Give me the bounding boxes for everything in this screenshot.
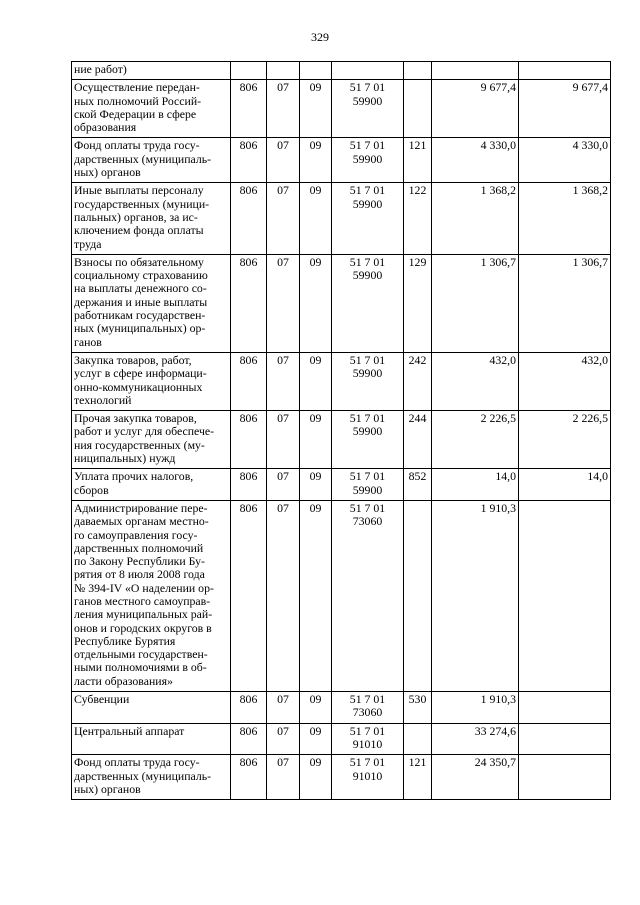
cell-text: 121 <box>408 138 427 153</box>
cell-text: 07 <box>277 500 289 515</box>
cell-pr <box>300 469 332 501</box>
cell-sum2 <box>519 692 611 724</box>
cell-line: технологий <box>74 392 132 407</box>
cell-text: 07 <box>277 352 289 367</box>
cell-name <box>72 411 231 469</box>
cell-sum1 <box>432 254 519 352</box>
cell-line: 73060 <box>352 705 383 720</box>
cell-vr <box>404 723 432 755</box>
cell-line: ния государственных (му- <box>74 437 205 452</box>
cell-line: Фонд оплаты труда госу- <box>74 755 200 770</box>
cell-text: 07 <box>277 138 289 153</box>
cell-sum1 <box>432 411 519 469</box>
cell-sum2 <box>519 254 611 352</box>
cell-text: 806 <box>239 80 258 95</box>
cell-line: работникам государствен- <box>74 308 206 323</box>
cell-sum2 <box>519 723 611 755</box>
cell-text: 07 <box>277 254 289 269</box>
cell-name <box>72 138 231 183</box>
cell-sum1 <box>432 469 519 501</box>
cell-sum1 <box>432 138 519 183</box>
cell-csr <box>332 755 404 800</box>
cell-vr <box>404 62 432 80</box>
cell-line: ниципальных) нужд <box>74 451 176 466</box>
table-row <box>72 411 611 469</box>
cell-rz <box>267 80 300 138</box>
cell-line: социальному страхованию <box>74 268 208 283</box>
cell-text: 806 <box>239 723 258 738</box>
table-row <box>72 755 611 800</box>
cell-sum1 <box>432 500 519 691</box>
cell-line: 51 7 01 <box>349 183 386 198</box>
cell-vr <box>404 500 432 691</box>
cell-line: держания и иные выплаты <box>74 294 208 309</box>
cell-csr <box>332 62 404 80</box>
cell-text: 806 <box>239 692 258 707</box>
cell-csr <box>332 469 404 501</box>
cell-line: ганов <box>74 334 102 349</box>
cell-text: 09 <box>309 500 322 515</box>
cell-text: 432,0 <box>581 352 608 367</box>
cell-line: онов и городских округов в <box>74 620 212 635</box>
cell-text: 33 274,6 <box>474 723 516 738</box>
cell-sum1 <box>432 352 519 410</box>
cell-text: 09 <box>309 411 322 426</box>
cell-sum1 <box>432 755 519 800</box>
cell-line: Закупка товаров, работ, <box>74 352 192 367</box>
cell-text: 852 <box>408 469 427 484</box>
cell-line: Фонд оплаты труда госу- <box>74 138 200 153</box>
cell-pr <box>300 183 332 254</box>
cell-line: ключением фонда оплаты <box>74 223 204 238</box>
cell-line: 59900 <box>352 424 383 439</box>
cell-text: 1 910,3 <box>480 500 516 515</box>
cell-rz <box>267 254 300 352</box>
cell-vr <box>404 411 432 469</box>
cell-csr <box>332 254 404 352</box>
cell-line: ласти образования» <box>74 673 173 688</box>
cell-line: ганов местного самоуправ- <box>74 593 211 608</box>
cell-pr <box>300 138 332 183</box>
cell-name <box>72 183 231 254</box>
cell-text: 09 <box>309 80 322 95</box>
cell-sum2 <box>519 469 611 501</box>
cell-name <box>72 500 231 691</box>
cell-text: 09 <box>309 755 322 770</box>
cell-name <box>72 254 231 352</box>
cell-sum2 <box>519 411 611 469</box>
cell-text: 24 350,7 <box>474 755 516 770</box>
cell-text: 2 226,5 <box>480 411 516 426</box>
cell-csr <box>332 138 404 183</box>
cell-pr <box>300 723 332 755</box>
table-row <box>72 80 611 138</box>
cell-rz <box>267 500 300 691</box>
cell-text: 9 677,4 <box>480 80 516 95</box>
cell-line: 59900 <box>352 196 383 211</box>
cell-gr <box>231 500 267 691</box>
cell-rz <box>267 138 300 183</box>
cell-line: Взносы по обязательному <box>74 254 204 269</box>
cell-text: 242 <box>408 352 427 367</box>
cell-sum1 <box>432 692 519 724</box>
cell-line: ние работ) <box>74 62 127 76</box>
cell-rz <box>267 62 300 80</box>
cell-csr <box>332 500 404 691</box>
cell-sum2 <box>519 62 611 80</box>
cell-text: 530 <box>408 692 427 707</box>
cell-line: 59900 <box>352 93 383 108</box>
cell-vr <box>404 755 432 800</box>
cell-line: 59900 <box>352 482 383 497</box>
cell-pr <box>300 80 332 138</box>
cell-rz <box>267 723 300 755</box>
cell-rz <box>267 755 300 800</box>
cell-line: дарственных (муниципаль- <box>74 768 212 783</box>
cell-vr <box>404 138 432 183</box>
cell-sum2 <box>519 138 611 183</box>
cell-line: 51 7 01 <box>349 500 386 515</box>
cell-line: образования <box>74 120 137 135</box>
cell-text: 09 <box>309 183 322 198</box>
cell-line: онно-коммуникационных <box>74 379 203 394</box>
table-row <box>72 138 611 183</box>
page-number: 329 <box>311 30 329 44</box>
cell-text: 1 368,2 <box>480 183 516 198</box>
cell-text: 07 <box>277 411 289 426</box>
cell-line: Уплата прочих налогов, <box>74 469 194 484</box>
cell-gr <box>231 723 267 755</box>
cell-name <box>72 80 231 138</box>
table-row <box>72 469 611 501</box>
cell-text: 806 <box>239 755 258 770</box>
cell-gr <box>231 352 267 410</box>
cell-text: 09 <box>309 469 322 484</box>
cell-text: 09 <box>309 254 322 269</box>
cell-line: Осуществление передан- <box>74 80 200 95</box>
cell-text: 14,0 <box>495 469 516 484</box>
cell-name <box>72 755 231 800</box>
cell-line: 51 7 01 <box>349 755 386 770</box>
cell-pr <box>300 352 332 410</box>
cell-text: 1 910,3 <box>480 692 516 707</box>
cell-sum2 <box>519 755 611 800</box>
cell-name <box>72 723 231 755</box>
cell-line: ными полномочиями в об- <box>74 660 207 675</box>
table-row <box>72 500 611 691</box>
cell-sum1 <box>432 723 519 755</box>
cell-line: Центральный аппарат <box>74 723 185 738</box>
cell-line: № 394-IV «О наделении ор- <box>74 580 214 595</box>
cell-text: 09 <box>309 692 322 707</box>
cell-vr <box>404 692 432 724</box>
cell-text: 806 <box>239 411 258 426</box>
cell-gr <box>231 254 267 352</box>
cell-text: 07 <box>277 755 289 770</box>
cell-vr <box>404 352 432 410</box>
cell-vr <box>404 469 432 501</box>
table-row <box>72 723 611 755</box>
cell-gr <box>231 138 267 183</box>
cell-text: 806 <box>239 469 258 484</box>
cell-line: 51 7 01 <box>349 352 386 367</box>
cell-line: 91010 <box>352 736 383 751</box>
cell-name <box>72 469 231 501</box>
cell-text: 122 <box>408 183 427 198</box>
cell-line: пальных) органов, за ис- <box>74 209 198 224</box>
budget-table <box>71 61 611 800</box>
cell-text: 4 330,0 <box>480 138 516 153</box>
cell-csr <box>332 692 404 724</box>
cell-line: 51 7 01 <box>349 80 386 95</box>
cell-text: 1 368,2 <box>572 183 608 198</box>
cell-text: 14,0 <box>587 469 608 484</box>
cell-line: ных полномочий Россий- <box>74 93 202 108</box>
cell-sum1 <box>432 80 519 138</box>
cell-text: 806 <box>239 500 258 515</box>
cell-gr <box>231 411 267 469</box>
cell-csr <box>332 80 404 138</box>
cell-line: ных (муниципальных) ор- <box>74 321 206 336</box>
cell-csr <box>332 411 404 469</box>
cell-line: услуг в сфере информаци- <box>74 366 207 381</box>
cell-rz <box>267 352 300 410</box>
cell-rz <box>267 469 300 501</box>
cell-line: государственных (муници- <box>74 196 210 211</box>
cell-line: работ и услуг для обеспече- <box>74 424 215 439</box>
cell-gr <box>231 183 267 254</box>
cell-line: рятия от 8 июля 2008 года <box>74 567 205 582</box>
cell-pr <box>300 692 332 724</box>
cell-sum2 <box>519 183 611 254</box>
cell-line: отдельными государствен- <box>74 647 208 662</box>
cell-pr <box>300 755 332 800</box>
cell-sum1 <box>432 183 519 254</box>
cell-csr <box>332 352 404 410</box>
cell-text: 07 <box>277 183 289 198</box>
cell-text: 121 <box>408 755 427 770</box>
cell-gr <box>231 80 267 138</box>
cell-csr <box>332 723 404 755</box>
cell-line: Республике Бурятия <box>74 633 176 648</box>
cell-line: ных) органов <box>74 165 141 180</box>
cell-line: ской Федерации в сфере <box>74 106 197 121</box>
cell-pr <box>300 62 332 80</box>
cell-text: 806 <box>239 183 258 198</box>
table-row <box>72 352 611 410</box>
cell-rz <box>267 692 300 724</box>
cell-line: Субвенции <box>74 692 130 707</box>
cell-line: 51 7 01 <box>349 138 386 153</box>
cell-text: 1 306,7 <box>480 254 516 269</box>
cell-line: на выплаты денежного со- <box>74 281 207 296</box>
cell-text: 09 <box>309 723 322 738</box>
cell-text: 09 <box>309 352 322 367</box>
table-row <box>72 183 611 254</box>
cell-line: 59900 <box>352 366 383 381</box>
cell-text: 806 <box>239 138 258 153</box>
cell-sum2 <box>519 500 611 691</box>
cell-text: 07 <box>277 692 289 707</box>
cell-gr <box>231 62 267 80</box>
cell-text: 4 330,0 <box>572 138 608 153</box>
cell-rz <box>267 183 300 254</box>
cell-text: 244 <box>408 411 427 426</box>
cell-line: по Закону Республики Бу- <box>74 554 205 569</box>
cell-text: 9 677,4 <box>572 80 608 95</box>
cell-line: ления муниципальных рай- <box>74 607 213 622</box>
cell-pr <box>300 411 332 469</box>
cell-gr <box>231 469 267 501</box>
cell-name <box>72 62 231 80</box>
cell-pr <box>300 254 332 352</box>
cell-line: дарственных полномочий <box>74 540 204 555</box>
cell-line: 91010 <box>352 768 383 783</box>
cell-line: 51 7 01 <box>349 692 386 707</box>
cell-vr <box>404 80 432 138</box>
cell-line: Администрирование пере- <box>74 500 208 515</box>
cell-text: 806 <box>239 352 258 367</box>
cell-sum2 <box>519 352 611 410</box>
cell-sum1 <box>432 62 519 80</box>
cell-vr <box>404 183 432 254</box>
cell-text: 129 <box>408 254 427 269</box>
cell-vr <box>404 254 432 352</box>
cell-text: 1 306,7 <box>572 254 608 269</box>
cell-gr <box>231 692 267 724</box>
cell-text: 07 <box>277 469 289 484</box>
cell-line: даваемых органам местно- <box>74 514 209 529</box>
cell-line: 59900 <box>352 268 383 283</box>
cell-line: Иные выплаты персоналу <box>74 183 204 198</box>
cell-name <box>72 352 231 410</box>
cell-text: 2 226,5 <box>572 411 608 426</box>
cell-csr <box>332 183 404 254</box>
cell-line: го самоуправления госу- <box>74 527 198 542</box>
cell-line: 51 7 01 <box>349 723 386 738</box>
cell-line: 51 7 01 <box>349 411 386 426</box>
cell-text: 806 <box>239 254 258 269</box>
cell-text: 07 <box>277 723 289 738</box>
cell-sum2 <box>519 80 611 138</box>
cell-rz <box>267 411 300 469</box>
cell-line: 73060 <box>352 514 383 529</box>
table-row <box>72 62 611 80</box>
cell-line: 59900 <box>352 151 383 166</box>
cell-name <box>72 692 231 724</box>
cell-pr <box>300 500 332 691</box>
table-row <box>72 254 611 352</box>
cell-line: 51 7 01 <box>349 469 386 484</box>
table-row <box>72 692 611 724</box>
cell-line: 51 7 01 <box>349 254 386 269</box>
cell-text: 432,0 <box>489 352 516 367</box>
cell-text: 07 <box>277 80 289 95</box>
cell-text: 09 <box>309 138 322 153</box>
cell-line: труда <box>74 236 102 251</box>
cell-line: сборов <box>74 482 109 497</box>
cell-line: ных) органов <box>74 781 141 796</box>
cell-line: Прочая закупка товаров, <box>74 411 197 426</box>
cell-gr <box>231 755 267 800</box>
cell-line: дарственных (муниципаль- <box>74 151 212 166</box>
